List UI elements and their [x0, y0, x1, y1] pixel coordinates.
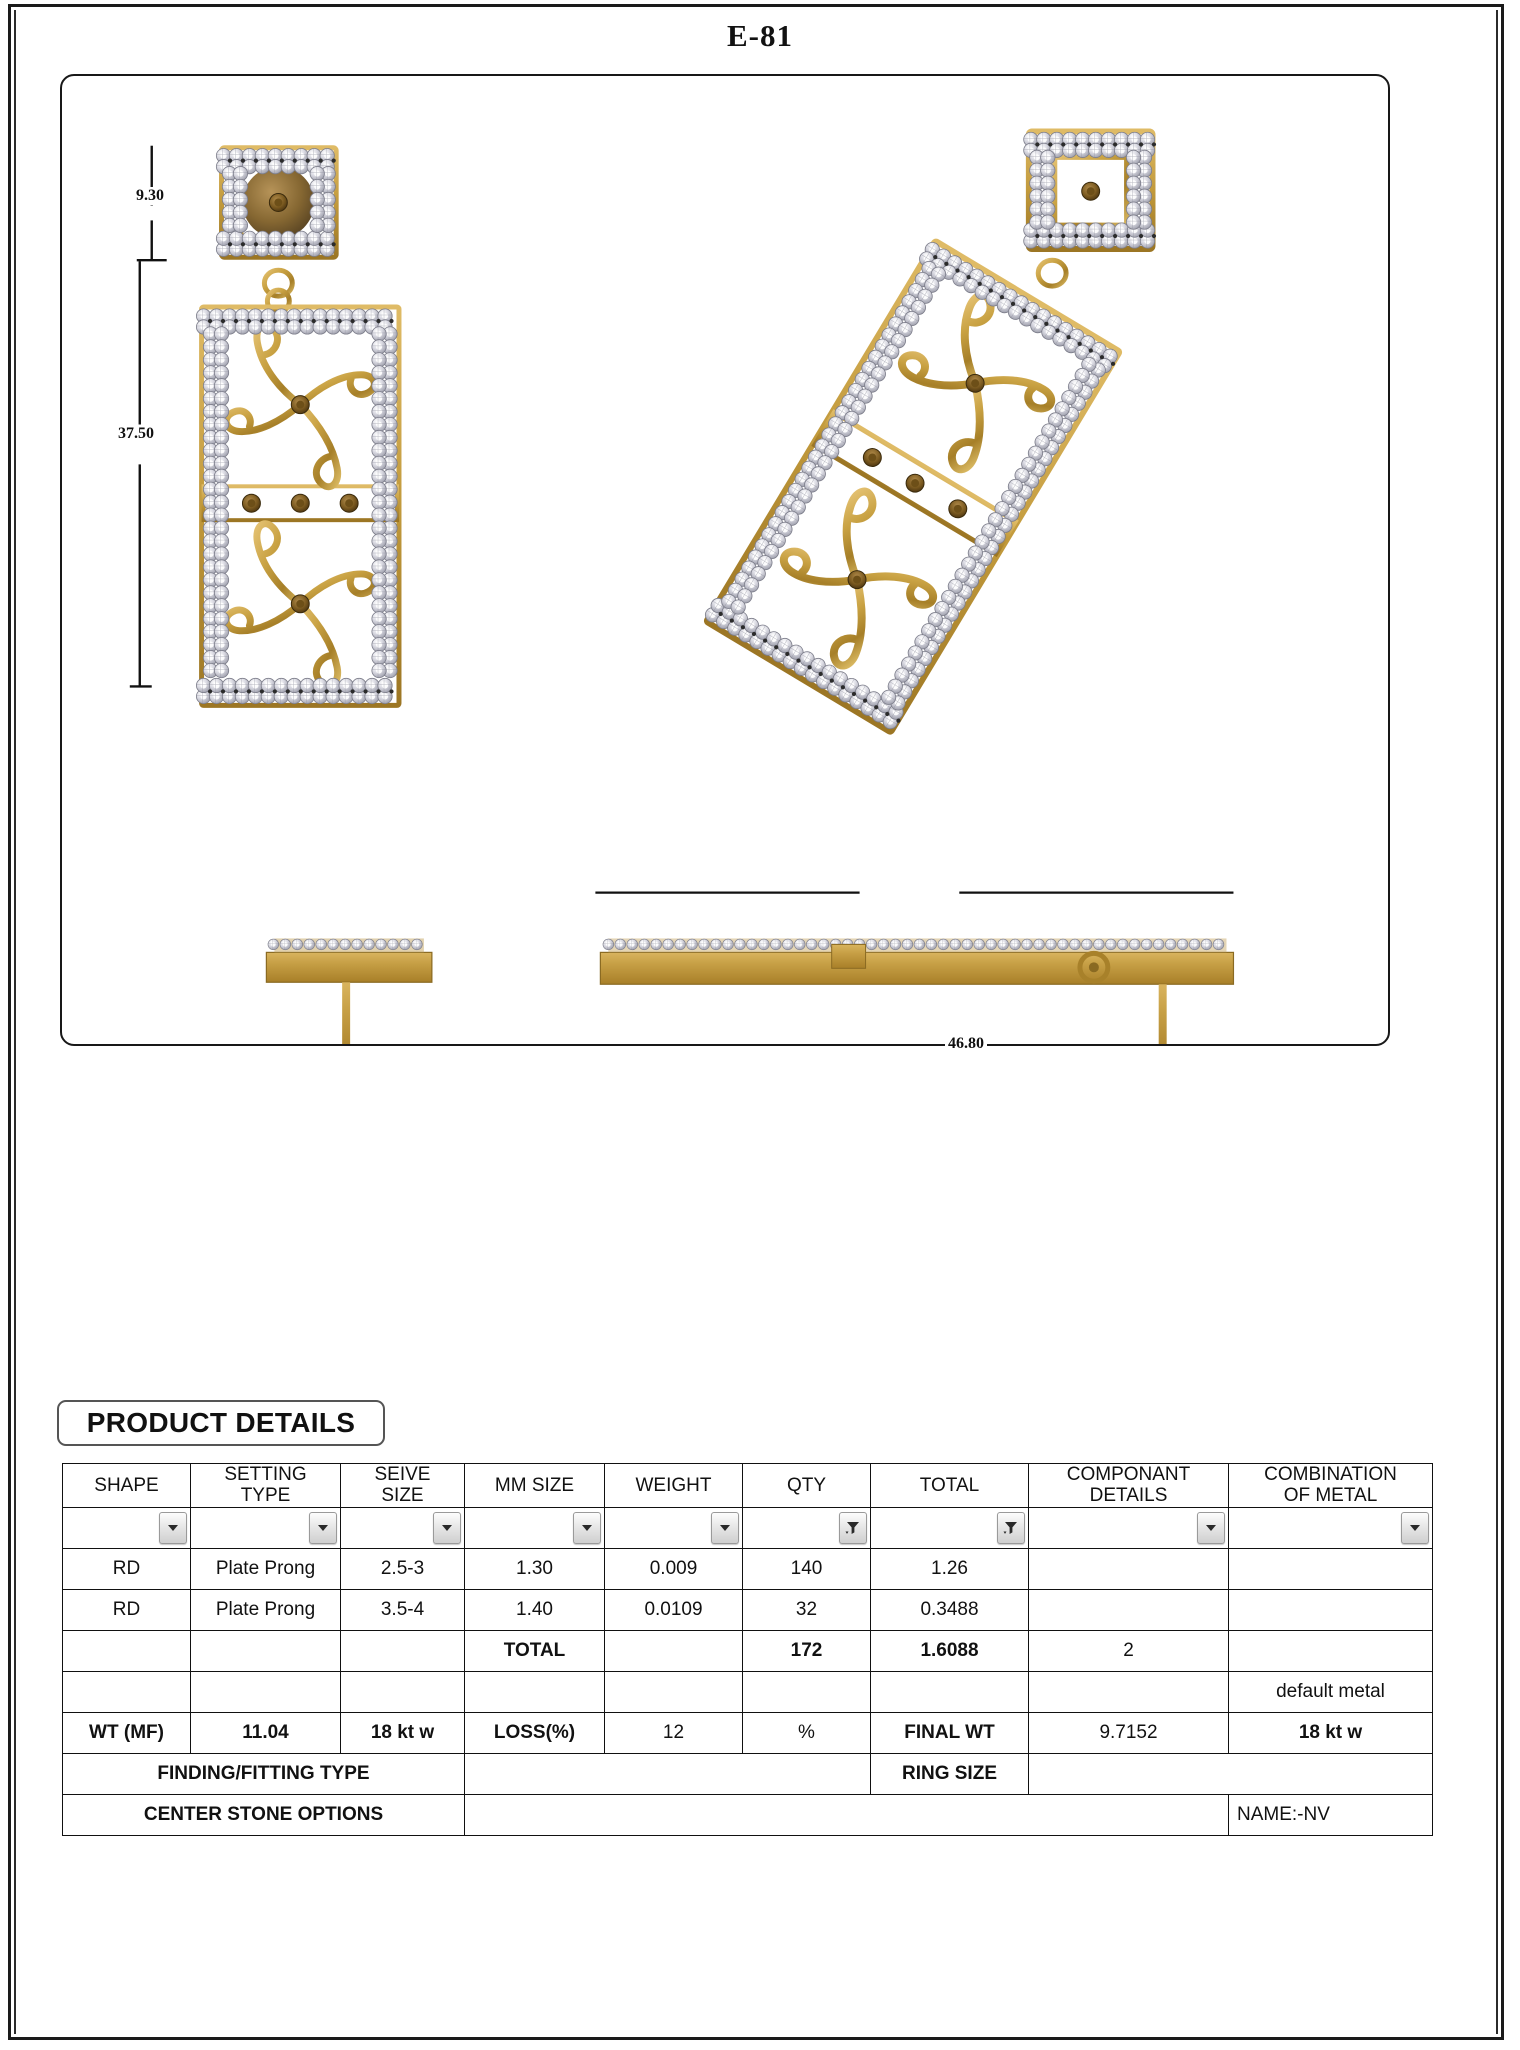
default-metal-blank-1: [63, 1671, 191, 1712]
cell-qty: 140: [743, 1548, 871, 1589]
header-line-2: OF METAL: [1283, 1485, 1378, 1507]
default-metal-blank-7: [871, 1671, 1029, 1712]
column-header-shape: [63, 1464, 191, 1508]
header-line-1: SETTING: [224, 1464, 307, 1485]
header-line-1: SHAPE: [94, 1474, 159, 1496]
center-stone-options-value[interactable]: [465, 1794, 1229, 1835]
header-line-1: COMBINATION: [1264, 1464, 1397, 1485]
filter-dropdown-mm-size-icon[interactable]: [573, 1512, 601, 1544]
final-metal: 18 kt w: [1229, 1712, 1433, 1753]
column-header-weight: [605, 1464, 743, 1508]
design-name-value: NAME:-NV: [1229, 1794, 1433, 1835]
loss-unit: %: [743, 1712, 871, 1753]
default-metal-value: default metal: [1229, 1671, 1433, 1712]
ring-size-value[interactable]: [1029, 1753, 1433, 1794]
cell-seive-size: 2.5-3: [341, 1548, 465, 1589]
default-metal-blank-5: [605, 1671, 743, 1712]
cell-seive-size: 3.5-4: [341, 1589, 465, 1630]
filter-funnel-qty-icon[interactable]: [839, 1512, 867, 1544]
cell-componant-details: [1029, 1589, 1229, 1630]
filter-funnel-total-icon[interactable]: [997, 1512, 1025, 1544]
column-header-componant-details: [1029, 1464, 1229, 1508]
table-row: [63, 1589, 1433, 1630]
totals-cell-total: 1.6088: [871, 1630, 1029, 1671]
column-header-setting-type: [191, 1464, 341, 1508]
jewelry-technical-drawing: [62, 76, 1388, 1044]
product-details-tab: [57, 1400, 385, 1446]
cell-componant-details: [1029, 1548, 1229, 1589]
table-row: [63, 1548, 1433, 1589]
drawing-viewport: [60, 74, 1390, 1046]
header-line-2: DETAILS: [1089, 1485, 1168, 1507]
metal-karat: 18 kt w: [341, 1712, 465, 1753]
header-line-1: WEIGHT: [635, 1474, 712, 1496]
angled-perspective-earring: [702, 76, 1229, 734]
cell-mm-size: 1.40: [465, 1589, 605, 1630]
default-metal-blank-8: [1029, 1671, 1229, 1712]
front-elevation-earring: [196, 148, 399, 706]
header-line-1: TOTAL: [919, 1474, 980, 1496]
header-line-1: QTY: [786, 1474, 827, 1496]
cell-shape: RD: [63, 1589, 191, 1630]
header-line-1: COMPONANT: [1066, 1464, 1191, 1485]
totals-cell-componant-count: 2: [1029, 1630, 1229, 1671]
cell-combination-of-metal: [1229, 1589, 1433, 1630]
totals-label: TOTAL: [465, 1630, 605, 1671]
final-wt-value: 9.7152: [1029, 1712, 1229, 1753]
cell-qty: 32: [743, 1589, 871, 1630]
column-header-qty: [743, 1464, 871, 1508]
cell-shape: RD: [63, 1548, 191, 1589]
totals-cell-qty: 172: [743, 1630, 871, 1671]
default-metal-blank-6: [743, 1671, 871, 1712]
filter-cell-seive-size[interactable]: [341, 1507, 465, 1548]
cell-combination-of-metal: [1229, 1548, 1433, 1589]
totals-cell-weight: [605, 1630, 743, 1671]
default-metal-blank-4: [465, 1671, 605, 1712]
filter-dropdown-weight-icon[interactable]: [711, 1512, 739, 1544]
filter-cell-setting-type[interactable]: [191, 1507, 341, 1548]
filter-cell-mm-size[interactable]: [465, 1507, 605, 1548]
product-details-tab-label: PRODUCT DETAILS: [86, 1407, 356, 1438]
column-header-seive-size: [341, 1464, 465, 1508]
side-view-single-bar: [266, 938, 432, 1044]
side-view-long-bar: [595, 893, 1233, 1044]
cell-total: 0.3488: [871, 1589, 1029, 1630]
finding-fitting-value[interactable]: [465, 1753, 871, 1794]
header-line-2: TYPE: [240, 1485, 291, 1507]
default-metal-blank-2: [191, 1671, 341, 1712]
table-default-metal-row: [63, 1671, 1433, 1712]
cell-setting-type: Plate Prong: [191, 1589, 341, 1630]
table-totals-row: [63, 1630, 1433, 1671]
default-metal-blank-3: [341, 1671, 465, 1712]
cell-weight: 0.009: [605, 1548, 743, 1589]
filter-dropdown-shape-icon[interactable]: [159, 1512, 187, 1544]
center-stone-options-label: CENTER STONE OPTIONS: [63, 1794, 465, 1835]
table-filter-row: [63, 1507, 1433, 1548]
product-details-table: [62, 1463, 1433, 1836]
wt-mf-label: WT (MF): [63, 1712, 191, 1753]
totals-cell-seive-size: [341, 1630, 465, 1671]
filter-dropdown-componant-details-icon[interactable]: [1197, 1512, 1225, 1544]
column-header-combination-of-metal: [1229, 1464, 1433, 1508]
table-center-stone-row: [63, 1794, 1433, 1835]
totals-cell-setting-type: [191, 1630, 341, 1671]
filter-dropdown-combination-of-metal-icon[interactable]: [1401, 1512, 1429, 1544]
totals-cell-combination-of-metal: [1229, 1630, 1433, 1671]
dimension-lines: [130, 146, 167, 687]
cell-mm-size: 1.30: [465, 1548, 605, 1589]
product-details-table-container: [62, 1463, 1432, 1836]
header-line-1: SEIVE: [374, 1464, 431, 1485]
finding-fitting-label: FINDING/FITTING TYPE: [63, 1753, 465, 1794]
totals-cell-shape: [63, 1630, 191, 1671]
column-header-mm-size: [465, 1464, 605, 1508]
ring-size-label: RING SIZE: [871, 1753, 1029, 1794]
dimension-label-width-span: 46.80: [945, 1035, 987, 1053]
filter-cell-combination-of-metal[interactable]: [1229, 1507, 1433, 1548]
column-header-total: [871, 1464, 1029, 1508]
cell-total: 1.26: [871, 1548, 1029, 1589]
page-title: E-81: [727, 18, 793, 53]
filter-cell-weight[interactable]: [605, 1507, 743, 1548]
filter-cell-componant-details[interactable]: [1029, 1507, 1229, 1548]
loss-value: 12: [605, 1712, 743, 1753]
header-line-1: MM SIZE: [494, 1474, 575, 1496]
filter-cell-total[interactable]: [871, 1507, 1029, 1548]
table-header-row: [63, 1464, 1433, 1508]
dimension-label-body-height: 37.50: [115, 425, 157, 443]
filter-cell-shape[interactable]: [63, 1507, 191, 1548]
cell-setting-type: Plate Prong: [191, 1548, 341, 1589]
filter-cell-qty[interactable]: [743, 1507, 871, 1548]
filter-dropdown-seive-size-icon[interactable]: [433, 1512, 461, 1544]
final-wt-label: FINAL WT: [871, 1712, 1029, 1753]
table-finding-row: [63, 1753, 1433, 1794]
loss-label: LOSS(%): [465, 1712, 605, 1753]
wt-mf-value: 11.04: [191, 1712, 341, 1753]
filter-dropdown-setting-type-icon[interactable]: [309, 1512, 337, 1544]
cell-weight: 0.0109: [605, 1589, 743, 1630]
table-summary-row: [63, 1712, 1433, 1753]
dimension-label-top-height: 9.30: [133, 187, 167, 205]
header-line-2: SIZE: [381, 1485, 424, 1507]
